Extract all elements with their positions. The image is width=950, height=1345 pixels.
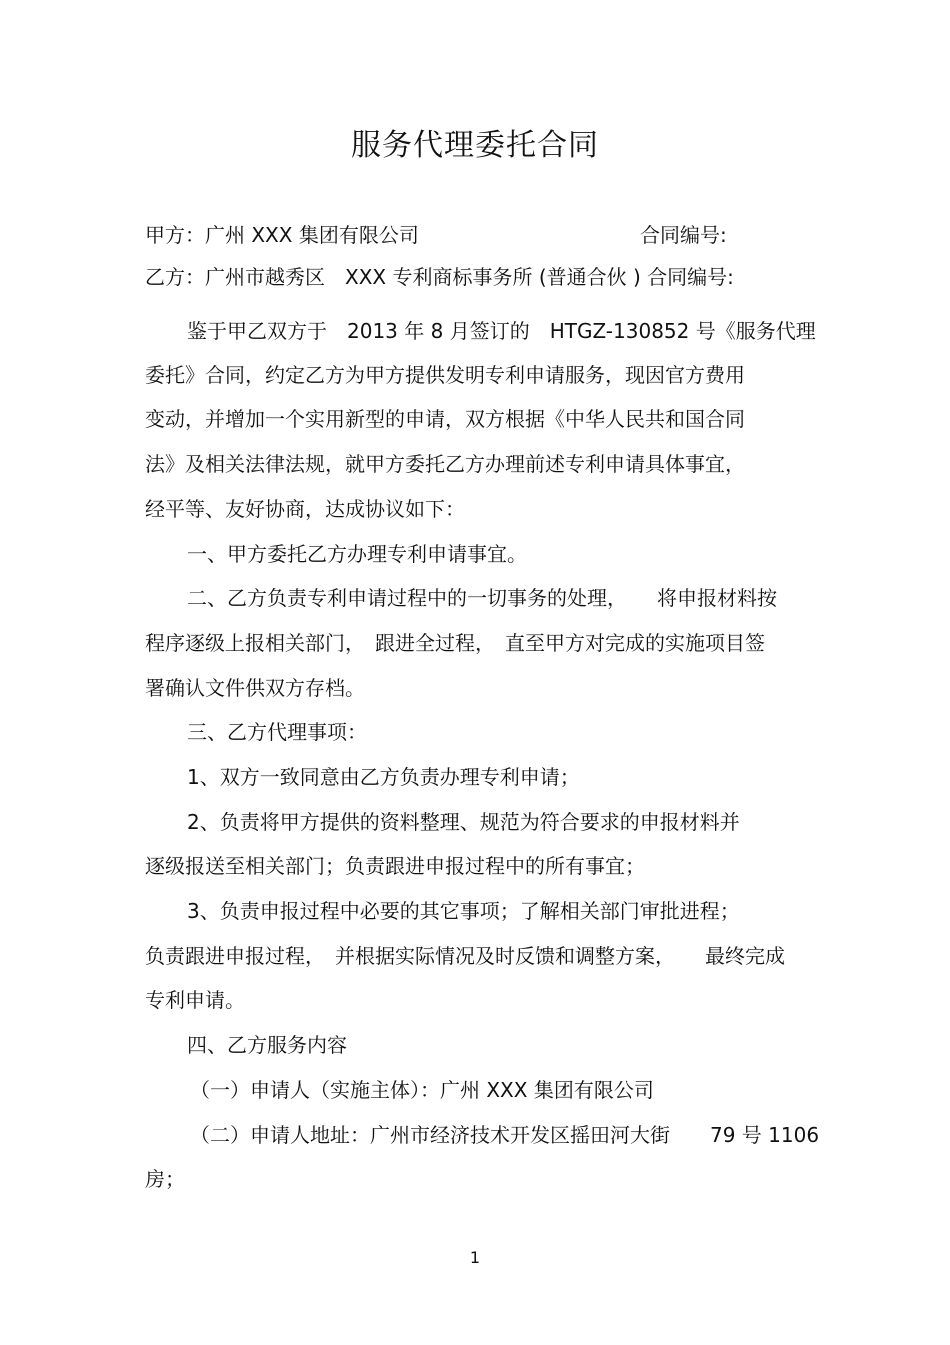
item-1: 1、双方一致同意由乙方负责办理专利申请；: [187, 765, 580, 789]
item-3-line: 专利申请。: [145, 988, 245, 1012]
party-b-line: 乙方：广州市越秀区 XXX 专利商标事务所 (普通合伙 ) 合同编号:: [145, 265, 734, 289]
document-title: 服务代理委托合同: [351, 128, 599, 163]
preamble-line: 变动，并增加一个实用新型的申请，双方根据《中华人民共和国合同: [145, 407, 745, 431]
page-number: 1: [469, 1248, 481, 1267]
preamble-line: 委托》合同，约定乙方为甲方提供发明专利申请服务，现因官方费用: [145, 363, 745, 387]
preamble-line: 鉴于甲乙双方于 2013 年 8 月签订的 HTGZ-130852 号《服务代理: [187, 319, 816, 343]
item-3-line: 3、负责申报过程中必要的其它事项；了解相关部门审批进程；: [187, 899, 740, 923]
sub-item-1: （一）申请人（实施主体）：广州 XXX 集团有限公司: [190, 1078, 654, 1102]
clause-4-heading: 四、乙方服务内容: [187, 1033, 347, 1057]
clause-1: 一、甲方委托乙方办理专利申请事宜。: [187, 542, 527, 566]
sub-item-2-line: （二）申请人地址：广州市经济技术开发区摇田河大街 79 号 1106: [190, 1123, 820, 1147]
preamble-line: 法》及相关法律法规，就甲方委托乙方办理前述专利申请具体事宜，: [145, 452, 745, 476]
item-3-line: 负责跟进申报过程， 并根据实际情况及时反馈和调整方案， 最终完成: [145, 944, 785, 968]
item-2-line: 逐级报送至相关部门；负责跟进申报过程中的所有事宜；: [145, 854, 645, 878]
preamble-line: 经平等、友好协商，达成协议如下：: [145, 497, 465, 521]
clause-2-line: 程序逐级上报相关部门， 跟进全过程， 直至甲方对完成的实施项目签: [145, 631, 765, 655]
clause-2-line: 署确认文件供双方存档。: [145, 676, 365, 700]
party-a-line: 甲方：广州 XXX 集团有限公司: [145, 223, 419, 247]
clause-3-heading: 三、乙方代理事项：: [187, 720, 367, 744]
contract-number-label: 合同编号:: [640, 223, 727, 247]
item-2-line: 2、负责将甲方提供的资料整理、规范为符合要求的申报材料并: [187, 810, 740, 834]
sub-item-2-line: 房；: [145, 1167, 185, 1191]
clause-2-line: 二、乙方负责专利申请过程中的一切事务的处理， 将申报材料按: [187, 586, 777, 610]
